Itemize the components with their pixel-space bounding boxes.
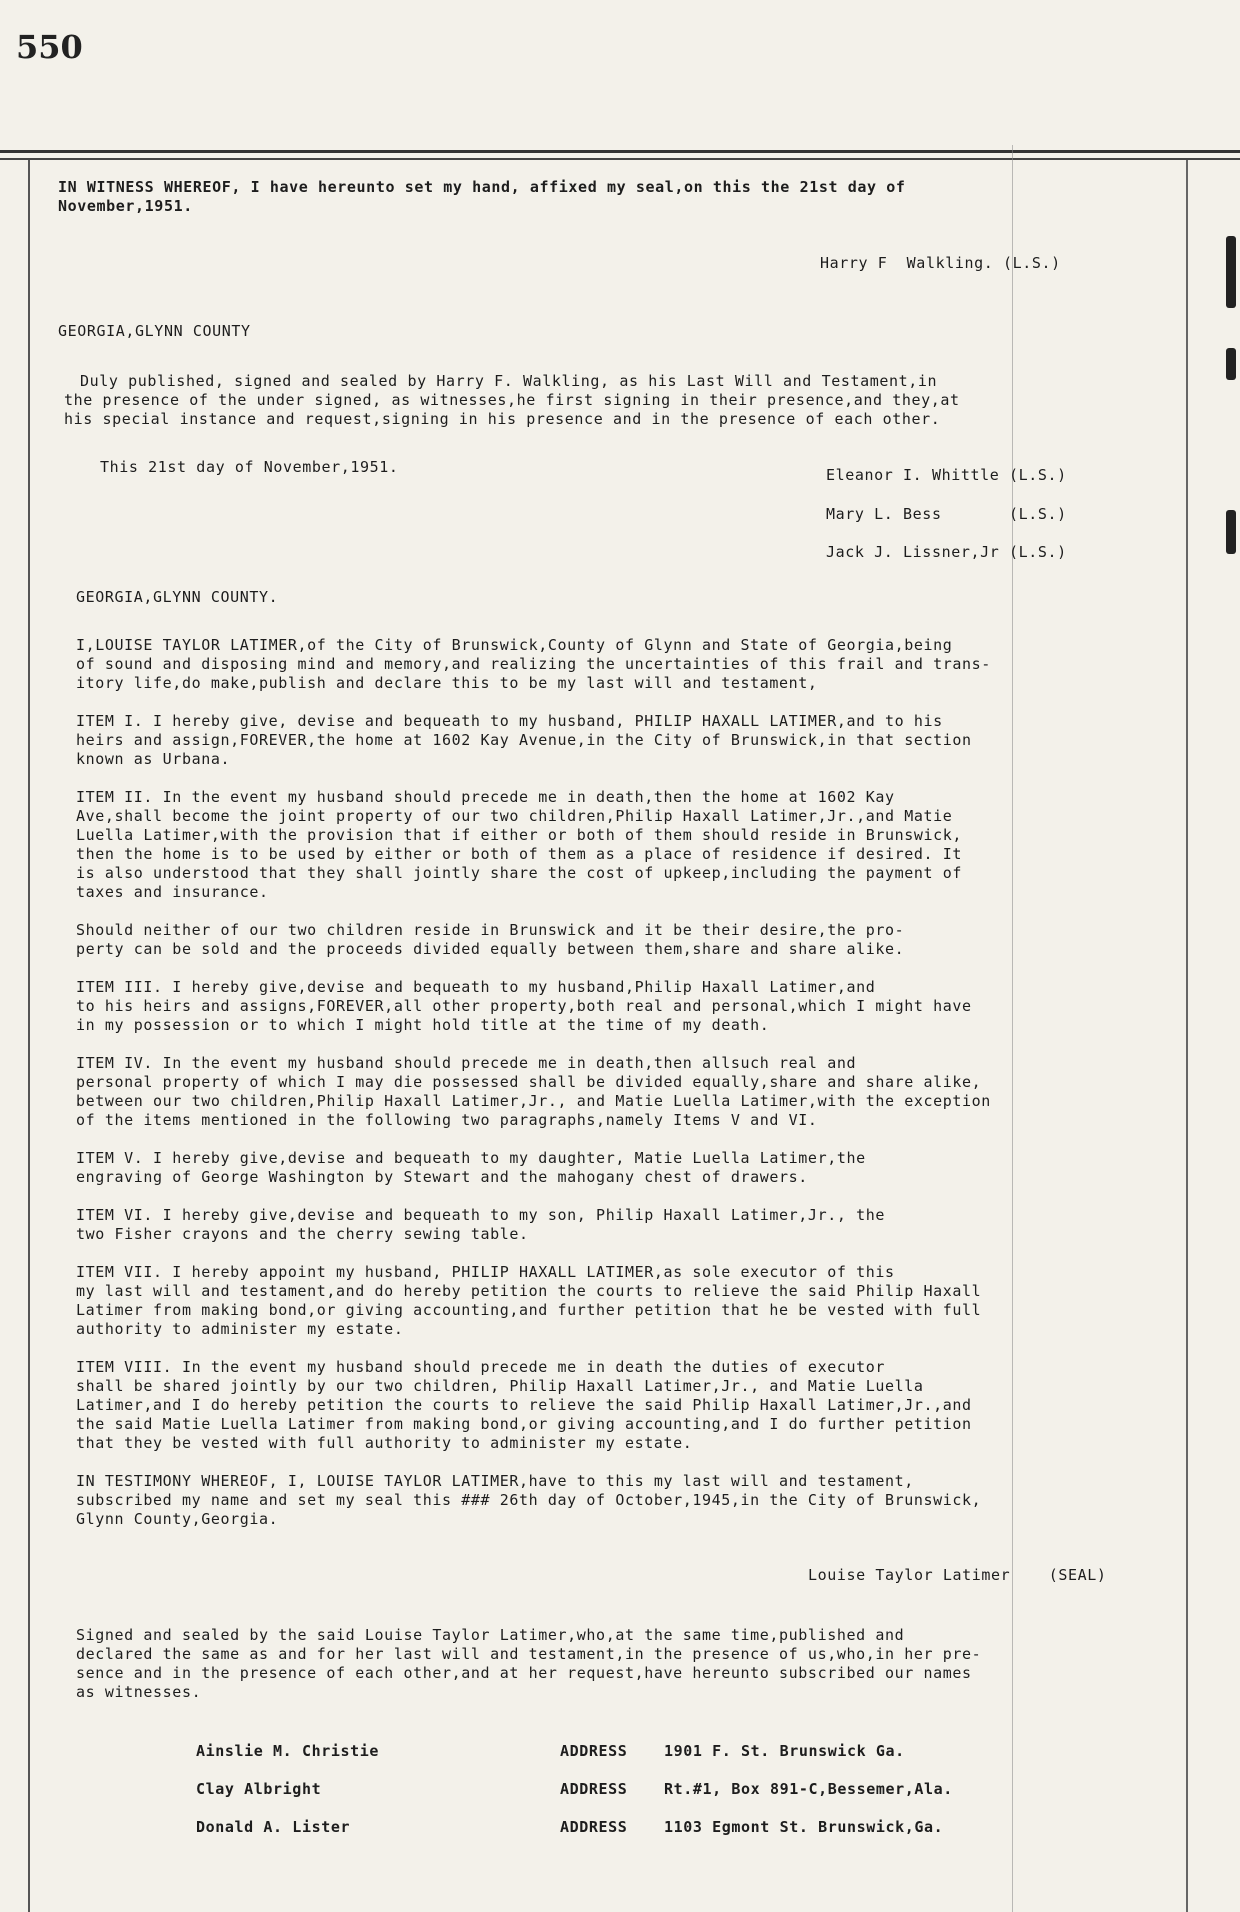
will-paragraph: IN TESTIMONY WHEREOF, I, LOUISE TAYLOR LATIMER,have to this my last will and testament, subscribed my name and set my seal this ### 26th day of October,1945,in the City of Brunswick, Glynn County,Georgia. bbox=[76, 1472, 982, 1528]
address-label: ADDRESS bbox=[560, 1818, 628, 1836]
signature-latimer: Louise Taylor Latimer (SEAL) bbox=[808, 1566, 1107, 1584]
will-paragraph: ITEM VI. I hereby give,devise and bequeath to my son, Philip Haxall Latimer,Jr., the two Fisher crayons and the cherry sewing table. bbox=[76, 1206, 885, 1243]
binding-tab-mark bbox=[1226, 348, 1236, 380]
will-paragraph: ITEM II. In the event my husband should precede me in death,then the home at 1602 Kay Ave,shall become the joint property of our two children,Philip Haxall Latimer,Jr.,and Matie Luella Latimer,with the provision that if either or both of them should reside in Brunswick, then the home is to be used by either or both of them as a place of residence if desired. It is also understood that they shall jointly share the cost of upkeep,including the payment of taxes and insurance. bbox=[76, 788, 963, 901]
witness-name: Donald A. Lister bbox=[196, 1818, 351, 1836]
binding-tab-mark bbox=[1226, 236, 1236, 308]
address-label: ADDRESS bbox=[560, 1780, 628, 1798]
attestation-witness: Jack J. Lissner,Jr (L.S.) bbox=[826, 543, 1067, 561]
attestation-heading: GEORGIA,GLYNN COUNTY bbox=[58, 322, 251, 340]
address-label: ADDRESS bbox=[560, 1742, 628, 1760]
will-paragraph: ITEM V. I hereby give,devise and bequeath to my daughter, Matie Luella Latimer,the engraving of George Washington by Stewart and the mahogany chest of drawers. bbox=[76, 1149, 866, 1186]
witness-name: Ainslie M. Christie bbox=[196, 1742, 379, 1760]
attestation-text: Duly published, signed and sealed by Harry F. Walkling, as his Last Will and Testament,in the presence of the under signed, as witnesses,he first signing in their presence,and they,at his special instance and request,signing in his presence and in the presence of each other. bbox=[64, 372, 960, 428]
will-paragraph: I,LOUISE TAYLOR LATIMER,of the City of Brunswick,County of Glynn and State of Georgia,being of sound and disposing mind and memory,and realizing the uncertainties of this frail and trans- itory life,do make,publish and declare this to be my last will and testament, bbox=[76, 636, 991, 692]
right-margin-rule bbox=[1186, 160, 1188, 1912]
witness-address: Rt.#1, Box 891-C,Bessemer,Ala. bbox=[664, 1780, 953, 1798]
binding-tab-mark bbox=[1226, 510, 1236, 554]
will-body bbox=[76, 636, 1186, 1529]
will-paragraph: ITEM VII. I hereby appoint my husband, PHILIP HAXALL LATIMER,as sole executor of this my last will and testament,and do hereby petition the courts to relieve the said Philip Haxall Latimer from making bond,or giving accounting,and further petition that he be vested with full authority to administer my estate. bbox=[76, 1263, 982, 1338]
will-paragraph: Should neither of our two children reside in Brunswick and it be their desire,the pro- perty can be sold and the proceeds divided equally between them,share and share alike. bbox=[76, 921, 905, 958]
attestation-date: This 21st day of November,1951. bbox=[100, 458, 399, 476]
attestation-witness: Eleanor I. Whittle (L.S.) bbox=[826, 466, 1067, 484]
will-paragraph: ITEM I. I hereby give, devise and bequeath to my husband, PHILIP HAXALL LATIMER,and to his heirs and assign,FOREVER,the home at 1602 Kay Avenue,in the City of Brunswick,in that section known as Urbana. bbox=[76, 712, 972, 768]
header-rule bbox=[0, 150, 1240, 153]
witness-address: 1901 F. St. Brunswick Ga. bbox=[664, 1742, 905, 1760]
attestation-witness: Mary L. Bess (L.S.) bbox=[826, 505, 1067, 523]
witness-address: 1103 Egmont St. Brunswick,Ga. bbox=[664, 1818, 944, 1836]
will-paragraph: ITEM IV. In the event my husband should precede me in death,then allsuch real and personal property of which I may die possessed shall be divided equally,share and share alike, between our two children,Philip Haxall Latimer,Jr., and Matie Luella Latimer,with the exception of the items mentioned in the following two paragraphs,namely Items V and VI. bbox=[76, 1054, 991, 1129]
header-rule-secondary bbox=[0, 158, 1240, 160]
witness-name: Clay Albright bbox=[196, 1780, 322, 1798]
left-margin-rule bbox=[28, 160, 30, 1912]
witness-clause-walkling: IN WITNESS WHEREOF, I have hereunto set my hand, affixed my seal,on this the 21st day of November,1951. bbox=[58, 178, 906, 215]
witness-clause-latimer: Signed and sealed by the said Louise Taylor Latimer,who,at the same time,published and declared the same as and for her last will and testament,in the presence of us,who,in her pre- sence and in the presence of each other,and at her request,have hereunto subscribed our names as witnesses. bbox=[76, 1626, 982, 1701]
page-number: 550 bbox=[16, 28, 83, 66]
signature-walkling: Harry F Walkling. (L.S.) bbox=[820, 254, 1061, 272]
will-paragraph: ITEM VIII. In the event my husband should precede me in death the duties of executor shall be shared jointly by our two children, Philip Haxall Latimer,Jr., and Matie Luella Latimer,and I do hereby petition the courts to relieve the said Philip Haxall Latimer,Jr.,and the said Matie Luella Latimer from making bond,or giving accounting,and I do further petition that they be vested with full authority to administer my estate. bbox=[76, 1358, 972, 1452]
will-paragraph: ITEM III. I hereby give,devise and bequeath to my husband,Philip Haxall Latimer,and to his heirs and assigns,FOREVER,all other property,both real and personal,which I might have in my possession or to which I might hold title at the time of my death. bbox=[76, 978, 972, 1034]
will-heading: GEORGIA,GLYNN COUNTY. bbox=[76, 588, 279, 606]
